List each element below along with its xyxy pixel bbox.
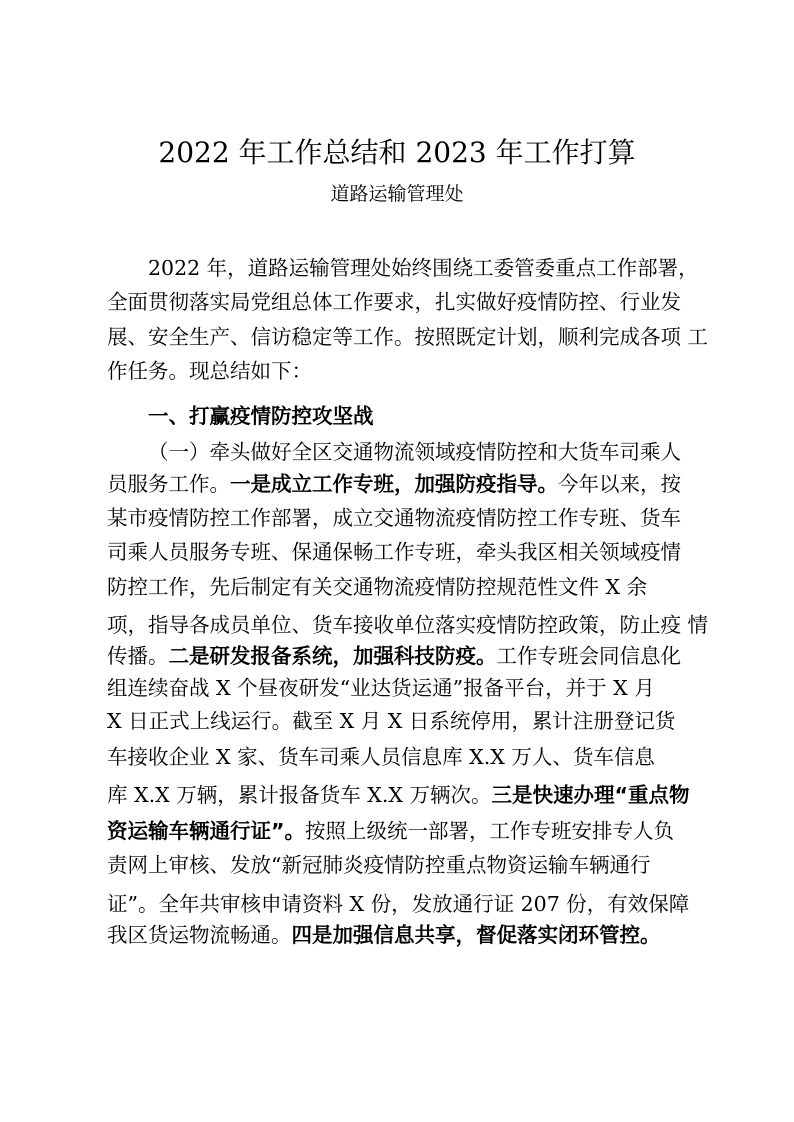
body-line-13: 责网上审核、发放“新冠肺炎疫情防控重点物资运输车辆通行 [107, 853, 651, 877]
body-line-15 [0, 920, 794, 950]
body-line-6: 项，指导各成员单位、货车接收单位落实疫情防控政策，防止疫 情 [107, 613, 709, 637]
bold-point-1: 一是成立工作专班，加强防疫指导。 [230, 472, 558, 496]
bold-point-4: 四是加强信息共享，督促落实闭环管控。 [291, 923, 661, 947]
body-line-5: 防控工作，先后制定有关交通物流疫情防控规范性文件 X 余 [107, 575, 648, 599]
body-text: 库 X.X 万辆，累计报备货车 X.X 万辆次。 [107, 783, 492, 807]
intro-line-3: 展、安全生产、信访稳定等工作。按照既定计划，顺利完成各项 工 [107, 325, 709, 349]
body-text: 工作专班会同信息化 [496, 644, 681, 668]
body-line-10: 车接收企业 X 家、货车司乘人员信息库 X.X 万人、货车信息 [107, 745, 655, 769]
section-heading-1: 一、打赢疫情防控攻坚战 [148, 404, 374, 428]
intro-line-4: 作任务。现总结如下： [107, 359, 312, 383]
bold-point-3: 三是快速办理“重点物 [491, 783, 690, 807]
body-line-14: 证”。全年共审核申请资料 X 份，发放通行证 207 份，有效保障 [107, 892, 690, 916]
body-text: 我区货运物流畅通。 [107, 923, 292, 947]
body-line-2 [0, 469, 794, 499]
bold-point-2: 二是研发报备系统，加强科技防疫。 [168, 644, 497, 668]
body-line-12 [0, 816, 794, 846]
body-line-7 [0, 641, 794, 671]
body-text: 按照上级统一部署，工作专班安排专人负 [304, 819, 674, 843]
body-line-8: 组连续奋战 X 个昼夜研发“业达货运通”报备平台，并于 X 月 [107, 676, 655, 700]
intro-line-1: 2022 年，道路运输管理处始终围绕工委管委重点工作部署， [148, 256, 699, 280]
document-title: 2022 年工作总结和 2023 年工作打算 [158, 136, 636, 169]
body-line-1: （一）牵头做好全区交通物流领域疫情防控和大货车司乘人 [148, 440, 681, 464]
body-text: 今年以来，按 [558, 472, 681, 496]
intro-line-2: 全面贯彻落实局党组总体工作要求，扎实做好疫情防控、行业发 [107, 290, 681, 314]
body-line-9: X 日正式上线运行。截至 X 月 X 日系统停用，累计注册登记货 [107, 709, 676, 733]
body-text: 员服务工作。 [107, 472, 230, 496]
body-line-4: 司乘人员服务专班、保通保畅工作专班，牵头我区相关领域疫情 [107, 540, 681, 564]
body-line-11 [0, 780, 794, 810]
document-subtitle: 道路运输管理处 [330, 183, 464, 205]
bold-point-3-cont: 资运输车辆通行证”。 [107, 819, 305, 843]
body-text: 传播。 [107, 644, 169, 668]
body-line-3: 某市疫情防控工作部署，成立交通物流疫情防控工作专班、货车 [107, 506, 681, 530]
